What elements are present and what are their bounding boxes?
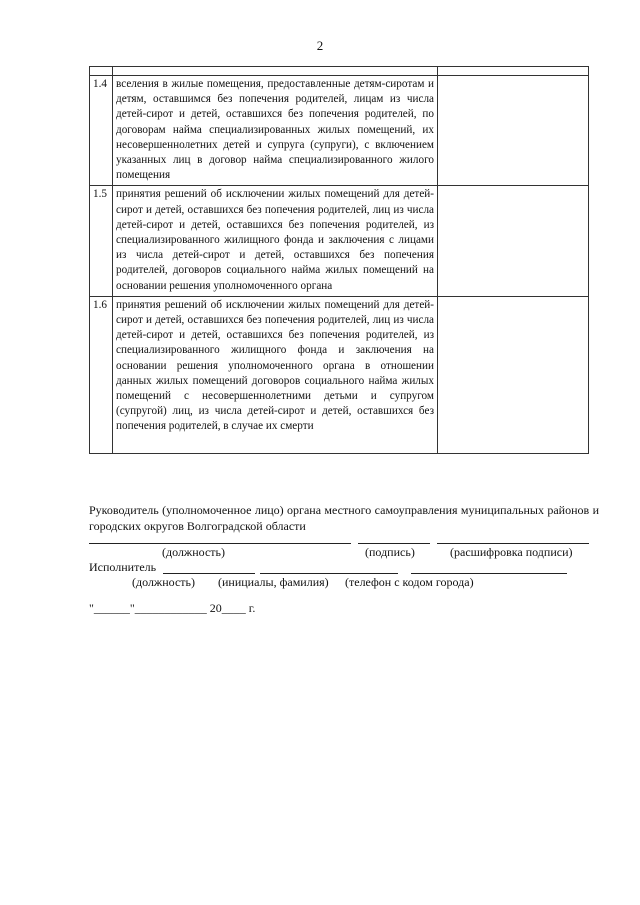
- date-field[interactable]: "______"____________ 20____ г.: [89, 601, 256, 615]
- caption-exec-position: (должность): [132, 575, 195, 589]
- executor-position-line[interactable]: [163, 573, 255, 574]
- table-cell: [438, 67, 589, 76]
- row-value[interactable]: [438, 186, 589, 296]
- signature-heading: Руководитель (уполномоченное лицо) органа местного самоуправления муниципальных районов и городских округов Волгоградской области: [89, 503, 599, 533]
- row-text: принятия решений об исключении жилых помещений для детей-сирот и детей, оставшихся без попечения родителей, лиц из числа детей-сирот и детей, оставшихся без попечения родителей, из специализированного жилищного фонда и заключения с лицами из числа детей-сирот и детей, оставшихся без попечения родителей, договоров социального найма жилых помещений на основании решения уполномоченного органа: [113, 186, 438, 296]
- signature-line[interactable]: [358, 543, 430, 544]
- table-row: [90, 186, 589, 296]
- table-row: [90, 296, 589, 453]
- row-value[interactable]: [438, 76, 589, 186]
- executor-label: Исполнитель: [89, 560, 157, 574]
- row-text: принятия решений об исключении жилых помещений для детей-сирот и детей, оставшихся без попечения родителей, лиц из числа детей-сирот и детей, оставшихся без попечения родителей, из специализированного жилищного фонда и заключения на основании решения уполномоченного органа в отношении данных жилых помещений договоров социального найма жилых помещений с несовершеннолетними детьми и супругом (супругой) лиц, из числа детей-сирот и детей, оставшихся без попечения родителей, в случае их смерти: [113, 296, 438, 453]
- row-number: 1.6: [90, 296, 113, 453]
- caption-signature: (подпись): [365, 545, 415, 559]
- table-cell: [90, 67, 113, 76]
- decoding-line[interactable]: [437, 543, 589, 544]
- row-value[interactable]: [438, 296, 589, 453]
- executor-phone-line[interactable]: [411, 573, 567, 574]
- page-number: 2: [316, 38, 324, 53]
- executor-name-line[interactable]: [260, 573, 398, 574]
- row-text: вселения в жилые помещения, предоставленные детям-сиротам и детям, оставшимся без попечения родителей, лицам из числа детей-сирот и детей, оставшихся без попечения родителей, по договорам найма специализированных жилых помещений, их несовершеннолетних детей и супруга (супруги), с включением указанных лиц в договор найма специализированного жилого помещения: [113, 76, 438, 186]
- position-line[interactable]: [89, 543, 351, 544]
- caption-exec-name: (инициалы, фамилия): [218, 575, 329, 589]
- row-number: 1.5: [90, 186, 113, 296]
- caption-decoding: (расшифровка подписи): [450, 545, 573, 559]
- table-row: [90, 76, 589, 186]
- table-cell: [113, 67, 438, 76]
- report-table: [89, 66, 589, 454]
- caption-exec-phone: (телефон с кодом города): [345, 575, 474, 589]
- row-number: 1.4: [90, 76, 113, 186]
- table-top-row: [90, 67, 589, 76]
- caption-position: (должность): [162, 545, 225, 559]
